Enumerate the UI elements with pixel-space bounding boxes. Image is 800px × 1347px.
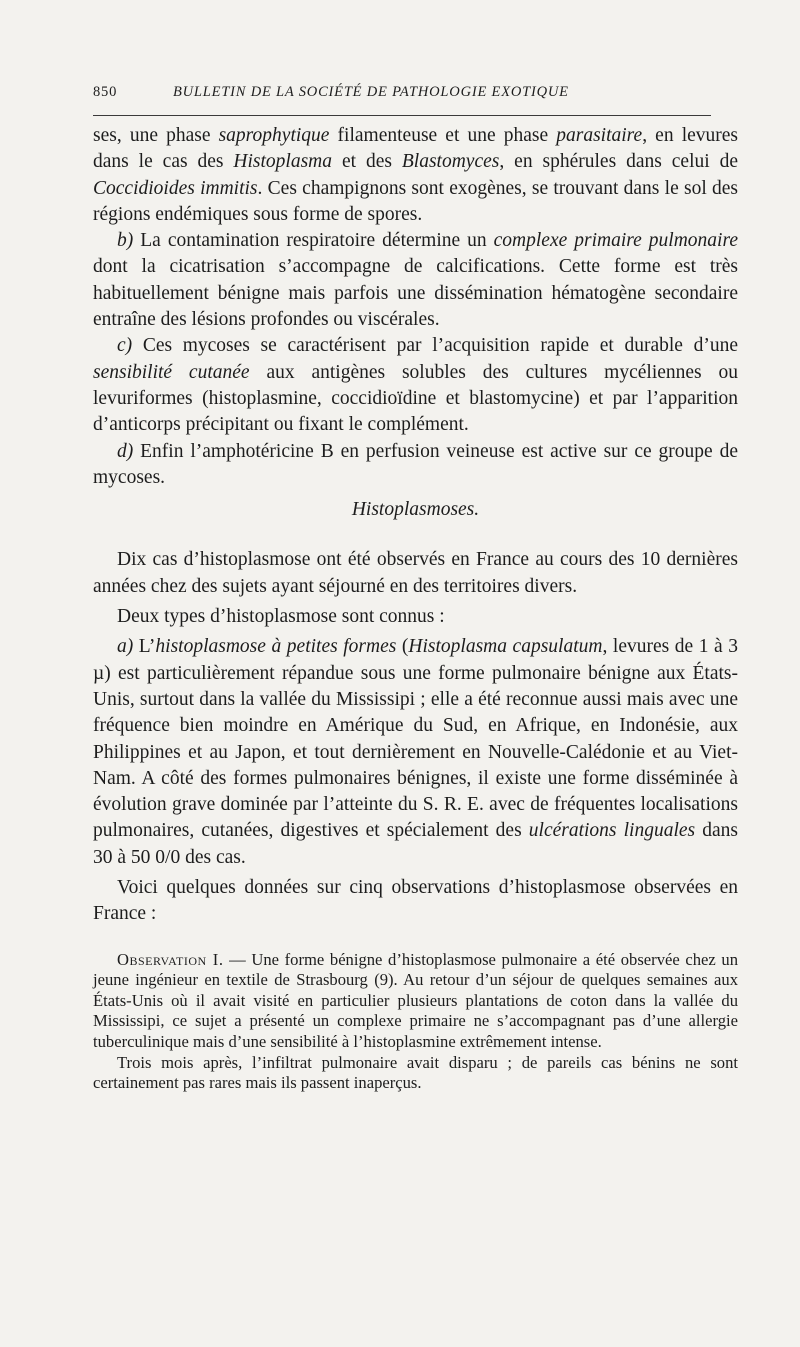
paragraph-d: d) Enfin l’amphotéricine B en perfusion veineuse est active sur ce groupe de mycoses.: [93, 440, 738, 488]
paragraph-1: ses, une phase saprophytique filamenteuse et une phase parasitaire, en levures dans le cas des Histoplasma et des Blastomyces, en sphérules dans celui de Coccidioides immitis. Ces champignons sont exogènes, se trouvant dans le sol des régions endémiques sous forme de spores.: [93, 125, 739, 225]
paragraph-types: Deux types d’histoplasmose sont connus :: [117, 606, 445, 628]
paragraph-data: Voici quelques données sur cinq observations d’histoplasmose observées en France :: [93, 877, 738, 925]
article-body: [93, 123, 738, 1094]
paragraph-a: a) L’histoplasmose à petites formes (Histoplasma capsulatum, levures de 1 à 3 µ) est particulièrement répandue sous une forme pulmonaire bénigne aux États-Unis, surtout dans la vallée du Mississipi ; elle a été reconnue aussi mais avec une fréquence bien moindre en Amérique du Sud, en Afrique, en Indonésie, aux Philippines et au Japon, et tout dernièrement en Nouvelle-Calédonie et au Viet-Nam. A côté des formes pulmonaires bénignes, il existe une forme disséminée à évolution grave dominée par l’atteinte du S. R. E. avec de fréquentes localisations pulmonaires, cutanées, digestives et spécialement des ulcérations linguales dans 30 à 50 0/0 des cas.: [93, 636, 738, 868]
observation-1-followup: Trois mois après, l’infiltrat pulmonaire avait disparu ; de pareils cas bénins ne sont certainement pas rares mais ils passent inaperçus.: [93, 1052, 738, 1093]
list-label-a: a): [117, 636, 134, 658]
list-label-d: d): [117, 440, 134, 462]
list-label-b: b): [117, 230, 134, 252]
paragraph-c: c) Ces mycoses se caractérisent par l’acquisition rapide et durable d’une sensibilité cutanée aux antigènes solubles des cultures mycéliennes ou levuriformes (histoplasmine, coccidioïdine et blastomycine) et par l’apparition d’anticorps précipitant ou fixant le complément.: [93, 335, 738, 436]
page-number: 850: [93, 84, 118, 100]
list-label-c: c): [117, 335, 133, 357]
observation-1: Observation I. — Une forme bénigne d’histoplasmose pulmonaire a été observée chez un jeune ingénieur en textile de Strasbourg (9). Au retour d’un séjour de quelques semaines aux États-Unis où il avait visité en particulier plusieurs plantations de coton dans la vallée du Mississipi, ce sujet a présenté un complexe primaire ne s’accompagnant pas d’une allergie tuberculinique mais d’une sensibilité à l’histoplasmine extrêmement intense.: [93, 949, 738, 1051]
section-heading: Histoplasmoses.: [351, 499, 480, 521]
paragraph-intro: Dix cas d’histoplasmose ont été observés en France au cours des 10 dernières années chez des sujets ayant séjourné en des territoires divers.: [93, 549, 738, 597]
observation-label: Observation I.: [117, 949, 224, 969]
observation-block: [93, 950, 738, 1094]
journal-title: BULLETIN DE LA SOCIÉTÉ DE PATHOLOGIE EXOTIQUE: [173, 84, 569, 100]
header-rule: [93, 115, 711, 116]
paragraph-b: b) La contamination respiratoire détermine un complexe primaire pulmonaire dont la cicatrisation s’accompagne de calcifications. Cette forme est très habituellement bénigne mais parfois une dissémination hématogène secondaire entraîne des lésions profondes ou viscérales.: [93, 230, 738, 331]
